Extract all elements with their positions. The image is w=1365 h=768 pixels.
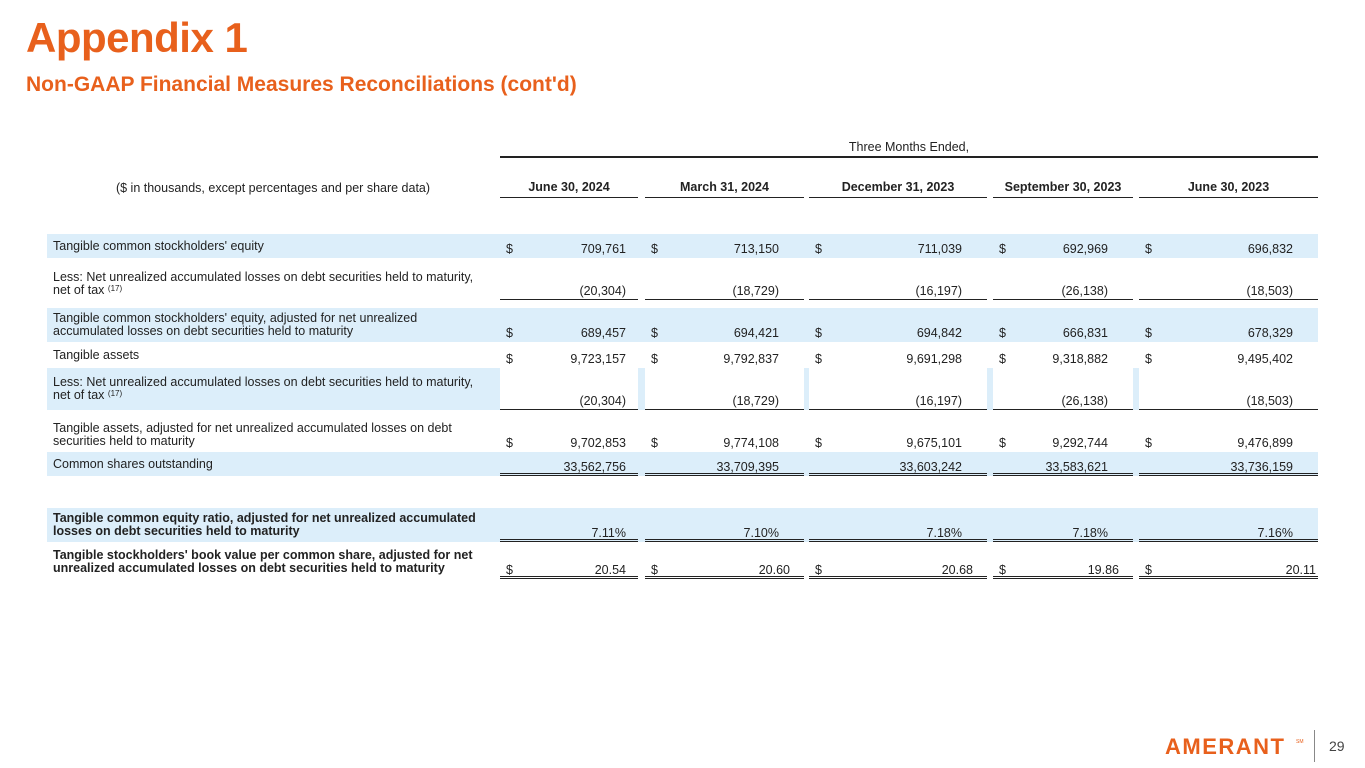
column-header-sep-2023: September 30, 2023 [993, 158, 1133, 198]
table-row [47, 452, 1318, 476]
cell-value: 9,675,101 [906, 436, 962, 450]
cell-value: 7.18% [926, 526, 962, 540]
currency-symbol: $ [651, 436, 658, 450]
reconciliation-table [47, 138, 1318, 579]
cell-value: 9,792,837 [723, 352, 779, 366]
table-row [47, 268, 1318, 300]
row-label: Tangible assets [53, 347, 140, 362]
cell-value: (26,138) [1061, 394, 1108, 408]
units-note: ($ in thousands, except percentages and per share data) [115, 181, 431, 195]
row-label-line2: net of tax $^{(17)}$ [53, 388, 123, 402]
cell-value: 709,761 [580, 242, 626, 256]
logo-wordmark: AMERANT [1165, 736, 1286, 756]
cell-value: 7.11% [591, 526, 626, 540]
table-row [47, 418, 1318, 452]
currency-symbol: $ [815, 326, 822, 340]
row-label [53, 418, 493, 452]
table-row [47, 342, 1318, 368]
table-row [47, 234, 1318, 258]
cell-value: 9,476,899 [1237, 436, 1293, 450]
cell-value: 7.16% [1257, 526, 1293, 540]
row-label-line1: Tangible assets, adjusted for net unrealized accumulated losses on debt [53, 421, 452, 435]
cell-value: 692,969 [1062, 242, 1108, 256]
row-label-line2: accumulated losses on debt securities held to maturity [53, 324, 354, 338]
cell-value: 711,039 [917, 242, 962, 256]
logo-trademark: SM [1296, 739, 1304, 745]
row-label-line2: losses on debt securities held to maturity [53, 524, 300, 538]
row-label [53, 308, 493, 342]
cell-value: 9,774,108 [723, 436, 779, 450]
row-label [53, 545, 493, 579]
cell-value: 9,292,744 [1052, 436, 1108, 450]
cell-value: 7.18% [1072, 526, 1108, 540]
cell-value: 694,421 [733, 326, 779, 340]
currency-symbol: $ [999, 436, 1006, 450]
row-label-line2: securities held to maturity [53, 434, 195, 448]
currency-symbol: $ [506, 436, 513, 450]
cell-value: 20.68 [941, 563, 973, 577]
cell-value: 9,495,402 [1237, 352, 1293, 366]
currency-symbol: $ [651, 242, 658, 256]
cell-value: 689,457 [580, 326, 626, 340]
column-header-jun-2023: June 30, 2023 [1139, 158, 1318, 198]
currency-symbol: $ [815, 436, 822, 450]
row-label: Tangible common stockholders' equity [53, 238, 264, 253]
currency-symbol: $ [1145, 563, 1152, 577]
cell-value: 19.86 [1087, 563, 1119, 577]
cell-value: 20.60 [758, 563, 790, 577]
row-label-line2: unrealized accumulated losses on debt securities held to maturity [53, 561, 445, 575]
cell-value: (26,138) [1061, 284, 1108, 298]
currency-symbol: $ [651, 326, 658, 340]
currency-symbol: $ [815, 563, 822, 577]
page-number: 29 [1329, 738, 1345, 754]
cell-value: 9,318,882 [1052, 352, 1108, 366]
currency-symbol: $ [506, 352, 513, 366]
footnote-ref: (17) [107, 284, 123, 293]
currency-symbol: $ [999, 352, 1006, 366]
row-label [53, 368, 493, 410]
currency-symbol: $ [999, 563, 1006, 577]
table-row [47, 308, 1318, 342]
row-label-line1: Tangible stockholders' book value per common share, adjusted for net [53, 548, 473, 562]
cell-value: 33,562,756 [563, 460, 626, 474]
table-period-header-row [47, 138, 1318, 158]
row-label: Common shares outstanding [53, 456, 213, 471]
currency-symbol: $ [1145, 242, 1152, 256]
cell-value: (18,729) [732, 394, 779, 408]
currency-symbol: $ [1145, 352, 1152, 366]
cell-value: (18,729) [732, 284, 779, 298]
currency-symbol: $ [999, 326, 1006, 340]
row-label [53, 508, 493, 542]
cell-value: 20.54 [594, 563, 626, 577]
cell-value: (18,503) [1246, 284, 1293, 298]
currency-symbol: $ [651, 563, 658, 577]
cell-value: (20,304) [579, 394, 626, 408]
currency-symbol: $ [1145, 436, 1152, 450]
currency-symbol: $ [506, 563, 513, 577]
table-row [47, 508, 1318, 542]
cell-value: (18,503) [1246, 394, 1293, 408]
footer-divider [1314, 730, 1315, 762]
currency-symbol: $ [651, 352, 658, 366]
currency-symbol: $ [506, 326, 513, 340]
cell-value: 9,691,298 [906, 352, 962, 366]
amerant-logo [1165, 736, 1305, 761]
period-header: Three Months Ended, [500, 138, 1318, 158]
cell-value: 696,832 [1247, 242, 1293, 256]
row-label-line1: Less: Net unrealized accumulated losses on debt securities held to maturity, [53, 375, 474, 389]
cell-value: 9,723,157 [570, 352, 626, 366]
column-header-mar-2024: March 31, 2024 [645, 158, 804, 198]
cell-value: 7.10% [743, 526, 779, 540]
cell-value: 33,709,395 [716, 460, 779, 474]
row-label [53, 268, 493, 300]
cell-value: 713,150 [733, 242, 779, 256]
currency-symbol: $ [815, 352, 822, 366]
cell-value: 9,702,853 [570, 436, 626, 450]
cell-value: 33,603,242 [899, 460, 962, 474]
cell-value: 20.11 [1285, 563, 1316, 577]
footnote-ref: (17) [107, 389, 123, 398]
row-label-line1: Tangible common equity ratio, adjusted for net unrealized accumulated [53, 511, 476, 525]
cell-value: (16,197) [915, 284, 962, 298]
table-row [47, 545, 1318, 579]
cell-value: 694,842 [916, 326, 962, 340]
column-header-dec-2023: December 31, 2023 [809, 158, 987, 198]
cell-value: 666,831 [1062, 326, 1108, 340]
row-label-line1: Less: Net unrealized accumulated losses on debt securities held to maturity, [53, 270, 474, 284]
column-header-jun-2024: June 30, 2024 [500, 158, 638, 198]
page-title: Appendix 1 [26, 14, 248, 61]
cell-value: (20,304) [579, 284, 626, 298]
currency-symbol: $ [815, 242, 822, 256]
cell-value: 33,583,621 [1045, 460, 1108, 474]
page-subtitle: Non-GAAP Financial Measures Reconciliations (cont'd) [26, 73, 577, 96]
table-column-header-row [47, 158, 1318, 198]
cell-value: 33,736,159 [1230, 460, 1293, 474]
currency-symbol: $ [999, 242, 1006, 256]
cell-value: 678,329 [1247, 326, 1293, 340]
currency-symbol: $ [1145, 326, 1152, 340]
cell-value: (16,197) [915, 394, 962, 408]
row-label-line2: net of tax $^{(17)}$ [53, 283, 123, 297]
row-label-line1: Tangible common stockholders' equity, adjusted for net unrealized [53, 311, 418, 325]
currency-symbol: $ [506, 242, 513, 256]
table-row [47, 368, 1318, 410]
